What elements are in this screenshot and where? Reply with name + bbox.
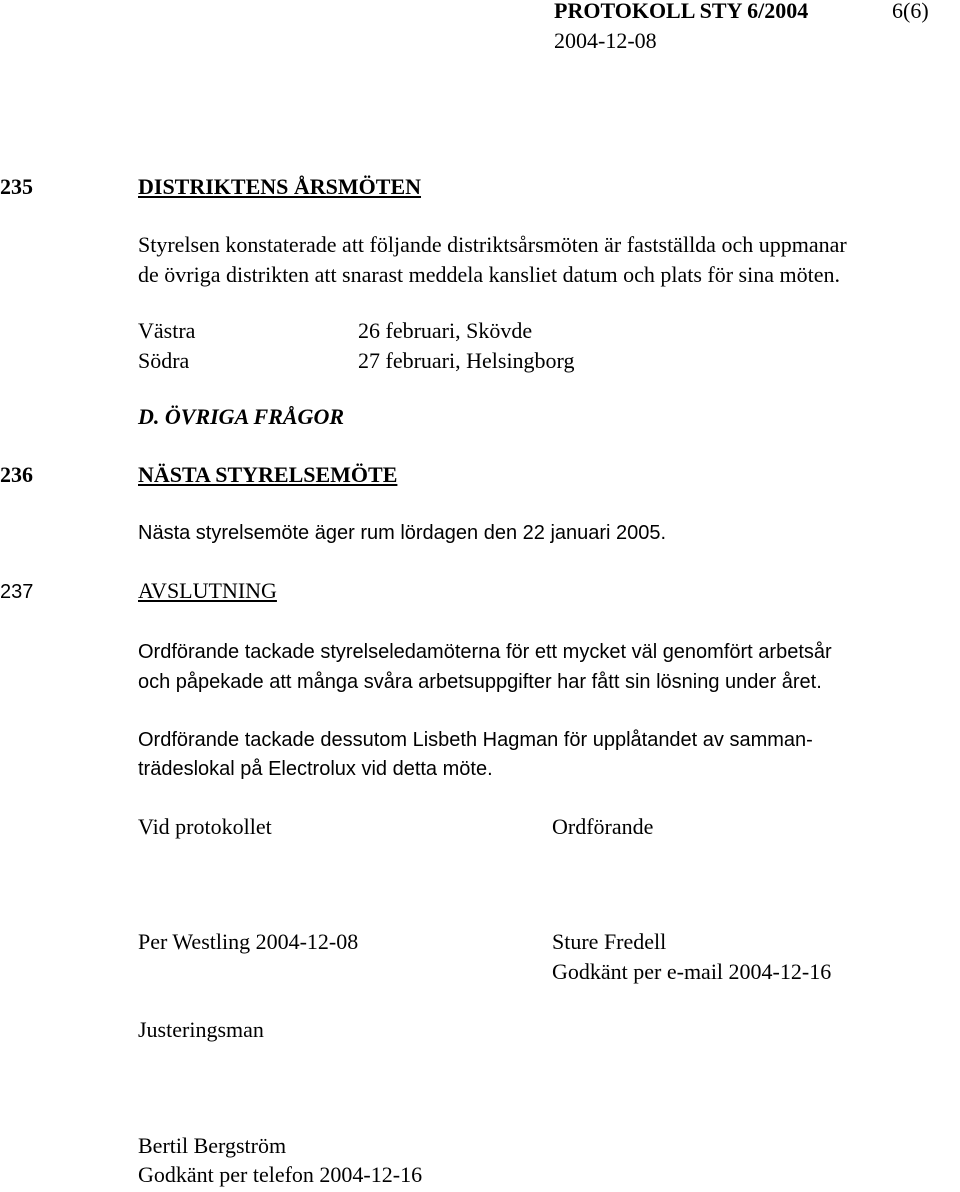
document-title: PROTOKOLL STY 6/2004 <box>554 0 809 23</box>
section-237-p2-line-2: trädeslokal på Electrolux vid detta möte. <box>138 758 493 780</box>
section-235-text-line-1: Styrelsen konstaterade att följande distriktsårsmöten är fastställda och uppmanar <box>138 232 847 257</box>
adjuster-approval: Godkänt per telefon 2004-12-16 <box>138 1162 423 1187</box>
section-number-236: 236 <box>0 462 33 487</box>
section-237-p1-line-1: Ordförande tackade styrelseledamöterna för ett mycket väl genomfört arbetsår <box>138 641 832 663</box>
section-237-p2-line-1: Ordförande tackade dessutom Lisbeth Hagman för upplåtandet av samman- <box>138 729 813 751</box>
section-heading-236: NÄSTA STYRELSEMÖTE <box>138 462 398 487</box>
document-date: 2004-12-08 <box>554 28 657 53</box>
section-number-235: 235 <box>0 174 33 199</box>
signature-role-left: Vid protokollet <box>138 814 272 839</box>
section-heading-235: DISTRIKTENS ÅRSMÖTEN <box>138 174 422 199</box>
signature-name-left: Per Westling 2004-12-08 <box>138 929 359 954</box>
section-236-text: Nästa styrelsemöte äger rum lördagen den 22 januari 2005. <box>138 522 667 544</box>
section-number-237: 237 <box>0 581 34 603</box>
adjuster-role: Justeringsman <box>138 1017 264 1042</box>
section-235-text-line-2: de övriga distrikten att snarast meddela kansliet datum och plats för sina möten. <box>138 262 840 287</box>
signature-role-right: Ordförande <box>552 814 654 839</box>
section-237-p1-line-2: och påpekade att många svåra arbetsuppgifter har fått sin lösning under året. <box>138 671 822 693</box>
meeting-district: Västra <box>138 318 196 343</box>
signature-approval-right: Godkänt per e-mail 2004-12-16 <box>552 959 832 984</box>
part-d-heading: D. ÖVRIGA FRÅGOR <box>138 404 345 429</box>
meeting-date-place: 27 februari, Helsingborg <box>358 348 575 373</box>
meeting-date-place: 26 februari, Skövde <box>358 318 533 343</box>
meeting-district: Södra <box>138 348 190 373</box>
page-number: 6(6) <box>892 0 929 23</box>
adjuster-name: Bertil Bergström <box>138 1133 287 1158</box>
section-heading-237: AVSLUTNING <box>138 578 277 603</box>
signature-name-right: Sture Fredell <box>552 929 667 954</box>
